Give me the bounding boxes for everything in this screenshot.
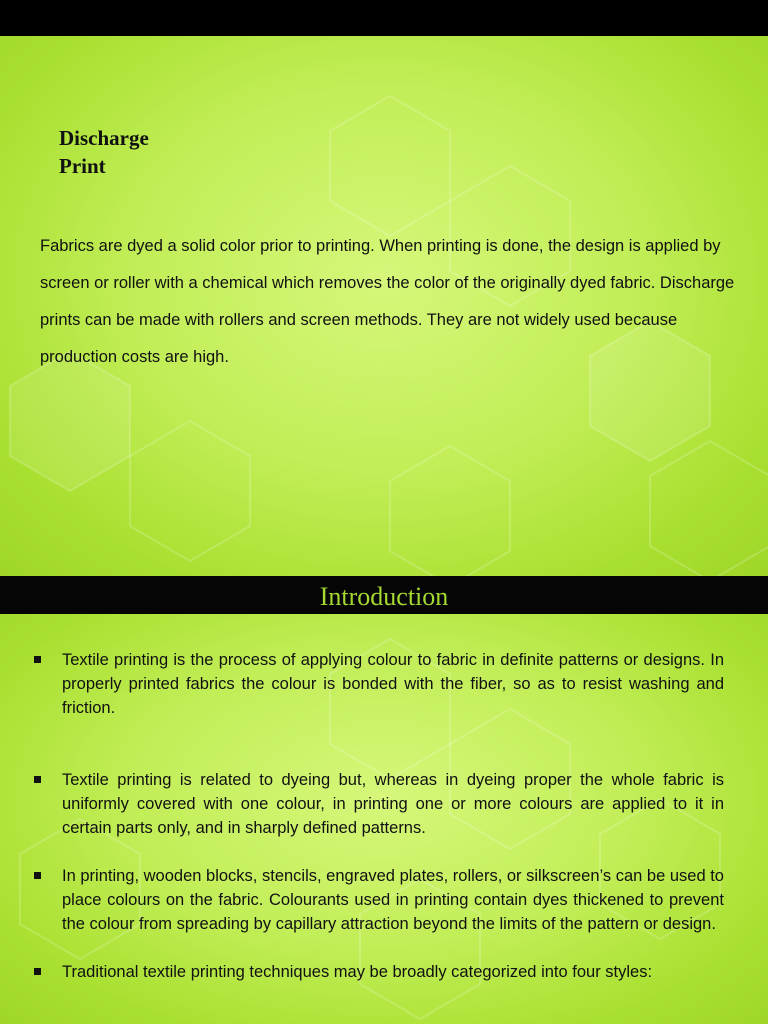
heading-line-2: Print (59, 154, 106, 178)
bullet-square-icon (34, 968, 41, 975)
slide-introduction (0, 614, 768, 1024)
bullet-list (34, 648, 724, 984)
bullet-square-icon (34, 656, 41, 663)
slide-title: Introduction (319, 582, 449, 611)
list-item (34, 864, 724, 936)
title-bar (0, 576, 768, 614)
description-paragraph: Fabrics are dyed a solid color prior to printing. When printing is done, the design is applied by screen or roller with a chemical which removes the color of the originally dyed fabric. Discharge prints can be made with rollers and screen methods. They are not widely used because production costs are high. (40, 237, 735, 366)
bullet-text: In printing, wooden blocks, stencils, engraved plates, rollers, or silkscreen’s can be used to place colours on the fabric. Colourants used in printing contain dyes thickened to prevent the colour from spreading by capillary attraction beyond the limits of the pattern or design. (62, 867, 724, 933)
slide-heading (59, 124, 219, 180)
heading-line-1: Discharge (59, 126, 149, 150)
list-item (34, 768, 724, 840)
bullet-text: Textile printing is the process of applying colour to fabric in definite patterns or designs. In properly printed fabrics the colour is bonded with the fiber, so as to resist washing and friction. (62, 651, 724, 717)
bullet-text: Textile printing is related to dyeing but, whereas in dyeing proper the whole fabric is uniformly covered with one colour, in printing one or more colours are applied to it in certain parts only, and in sharply defined patterns. (62, 771, 724, 837)
list-item (34, 960, 724, 984)
slide-discharge-print (0, 36, 768, 576)
bullet-text: Traditional textile printing techniques may be broadly categorized into four styles: (62, 963, 653, 981)
bullet-square-icon (34, 872, 41, 879)
bullet-square-icon (34, 776, 41, 783)
list-item (34, 648, 724, 720)
